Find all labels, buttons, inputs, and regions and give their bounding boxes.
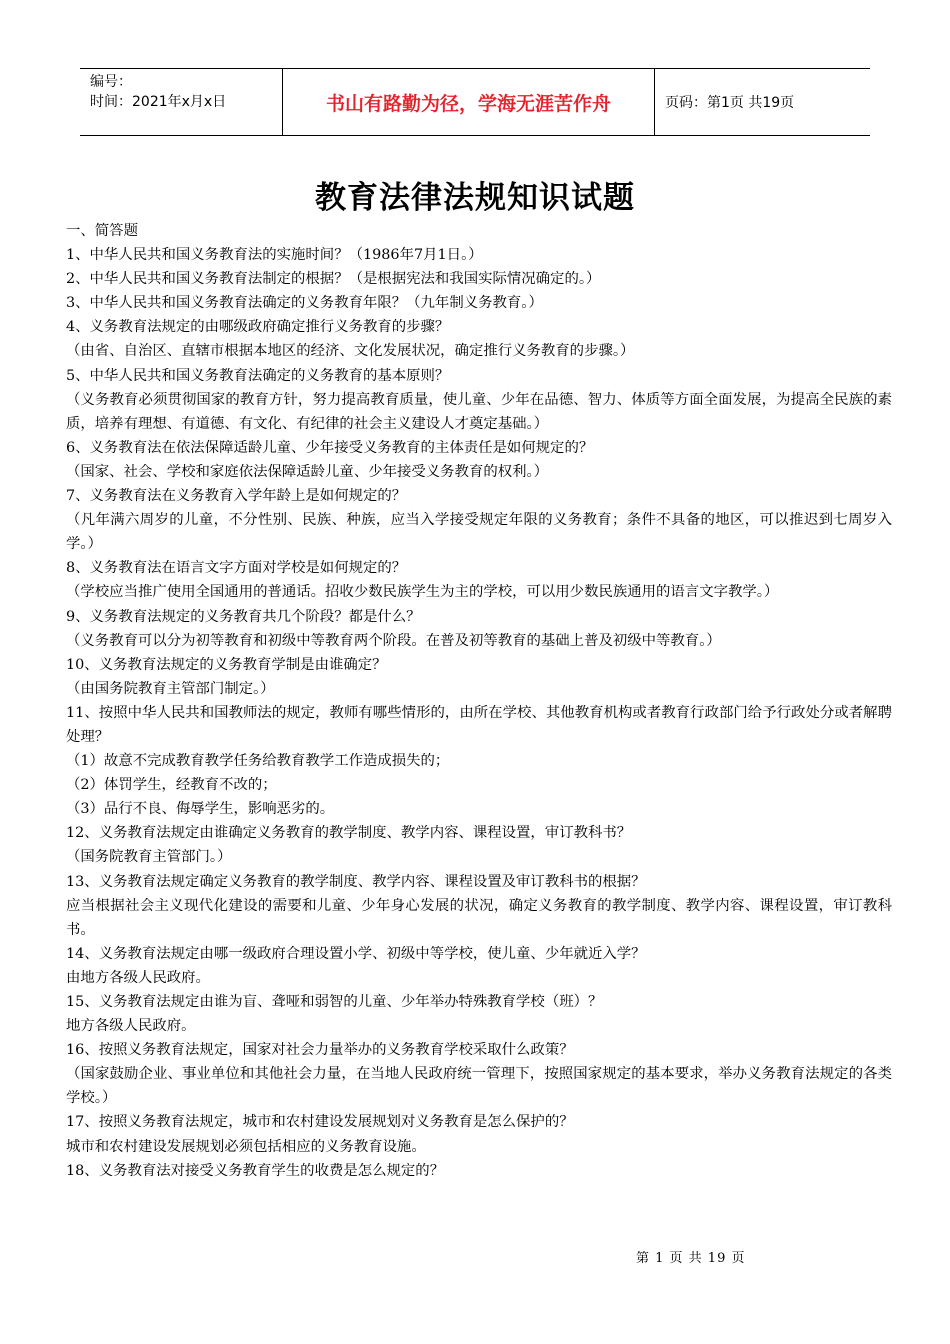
- text-line: （国家、社会、学校和家庭依法保障适龄儿童、少年接受义务教育的权利。）: [66, 463, 549, 480]
- text-line: 11、按照中华人民共和国教师法的规定，教师有哪些情形的，由所在学校、其他教育机构或者教育行政部门给予行政处分或者解聘处理？: [66, 704, 892, 745]
- page-footer: 第 1 页 共 19 页: [636, 1251, 746, 1266]
- header-page-cell: [655, 69, 870, 135]
- document-header: [80, 68, 870, 136]
- text-line: 17、按照义务教育法规定，城市和农村建设发展规划对义务教育是怎么保护的？: [66, 1114, 574, 1131]
- text-line: （学校应当推广使用全国通用的普通话。招收少数民族学生为主的学校，可以用少数民族通用的语言文字教学。）: [66, 584, 779, 601]
- text-line: 10、义务教育法规定的义务教育学制是由谁确定？: [66, 656, 387, 673]
- text-line: 9、义务教育法规定的义务教育共几个阶段？都是什么？: [66, 608, 421, 625]
- text-line: 18、义务教育法对接受义务教育学生的收费是怎么规定的？: [66, 1162, 445, 1179]
- text-line: 15、义务教育法规定由谁为盲、聋哑和弱智的儿童、少年举办特殊教育学校（班）？: [66, 994, 603, 1010]
- text-line: 1、中华人民共和国义务教育法的实施时间？（1986年7月1日。）: [66, 247, 483, 264]
- text-line: 一、简答题: [66, 223, 138, 239]
- text-line: （义务教育可以分为初等教育和初级中等教育两个阶段。在普及初等教育的基础上普及初级中等教育。）: [66, 632, 721, 649]
- text-line: 由地方各级人民政府。: [66, 969, 210, 986]
- header-motto-cell: [283, 69, 655, 135]
- text-line: 3、中华人民共和国义务教育法确定的义务教育年限？（九年制义务教育。）: [66, 295, 543, 312]
- text-line: （由国务院教育主管部门制定。）: [66, 680, 275, 697]
- time-label: 时间：2021年x月x日: [90, 94, 227, 110]
- text-line: 12、义务教育法规定由谁确定义务教育的教学制度、教学内容、课程设置，审订教科书？: [66, 825, 632, 842]
- text-line: 城市和农村建设发展规划必须包括相应的义务教育设施。: [66, 1138, 426, 1155]
- document-body: [66, 219, 892, 1183]
- page-title: 教育法律法规知识试题: [315, 180, 635, 216]
- text-line: 14、义务教育法规定由哪一级政府合理设置小学、初级中等学校，使儿童、少年就近入学？: [66, 945, 646, 962]
- text-line: 5、中华人民共和国义务教育法确定的义务教育的基本原则？: [66, 367, 450, 384]
- text-line: （国家鼓励企业、事业单位和其他社会力量，在当地人民政府统一管理下，按照国家规定的基本要求，举办义务教育法规定的各类学校。）: [66, 1066, 892, 1107]
- page-info: 页码：第1页 共19页: [665, 95, 795, 111]
- text-line: （义务教育必须贯彻国家的教育方针，努力提高教育质量，使儿童、少年在品德、智力、体质等方面全面发展，为提高全民族的素质，培养有理想、有道德、有文化、有纪律的社会主义建设人才奠定基础。）: [66, 391, 892, 432]
- text-line: 应当根据社会主义现代化建设的需要和儿童、少年身心发展的状况，确定义务教育的教学制度、教学内容、课程设置，审订教科书。: [66, 897, 892, 938]
- text-line: 4、义务教育法规定的由哪级政府确定推行义务教育的步骤？: [66, 319, 450, 336]
- text-line: 13、义务教育法规定确定义务教育的教学制度、教学内容、课程设置及审订教科书的根据？: [66, 873, 646, 890]
- motto-text: 书山有路勤为径，学海无涯苦作舟: [325, 92, 611, 115]
- text-line: （2）体罚学生，经教育不改的；: [66, 777, 277, 794]
- text-line: （由省、自治区、直辖市根据本地区的经济、文化发展状况，确定推行义务教育的步骤。）: [66, 343, 635, 360]
- text-line: （1）故意不完成教育教学任务给教育教学工作造成损失的；: [66, 753, 450, 770]
- text-line: （3）品行不良、侮辱学生，影响恶劣的。: [66, 801, 335, 818]
- header-meta-cell: [80, 69, 283, 135]
- number-label: 编号：: [90, 74, 132, 90]
- text-line: （凡年满六周岁的儿童，不分性别、民族、种族，应当入学接受规定年限的义务教育；条件不具备的地区，可以推迟到七周岁入学。）: [66, 512, 892, 553]
- text-line: 16、按照义务教育法规定，国家对社会力量举办的义务教育学校采取什么政策？: [66, 1042, 574, 1059]
- text-line: 8、义务教育法在语言文字方面对学校是如何规定的？: [66, 560, 407, 577]
- text-line: （国务院教育主管部门。）: [66, 849, 232, 866]
- text-line: 地方各级人民政府。: [66, 1018, 196, 1035]
- text-line: 6、义务教育法在依法保障适龄儿童、少年接受义务教育的主体责任是如何规定的？: [66, 439, 594, 456]
- text-line: 2、中华人民共和国义务教育法制定的根据？（是根据宪法和我国实际情况确定的。）: [66, 271, 601, 288]
- text-line: 7、义务教育法在义务教育入学年龄上是如何规定的？: [66, 488, 407, 505]
